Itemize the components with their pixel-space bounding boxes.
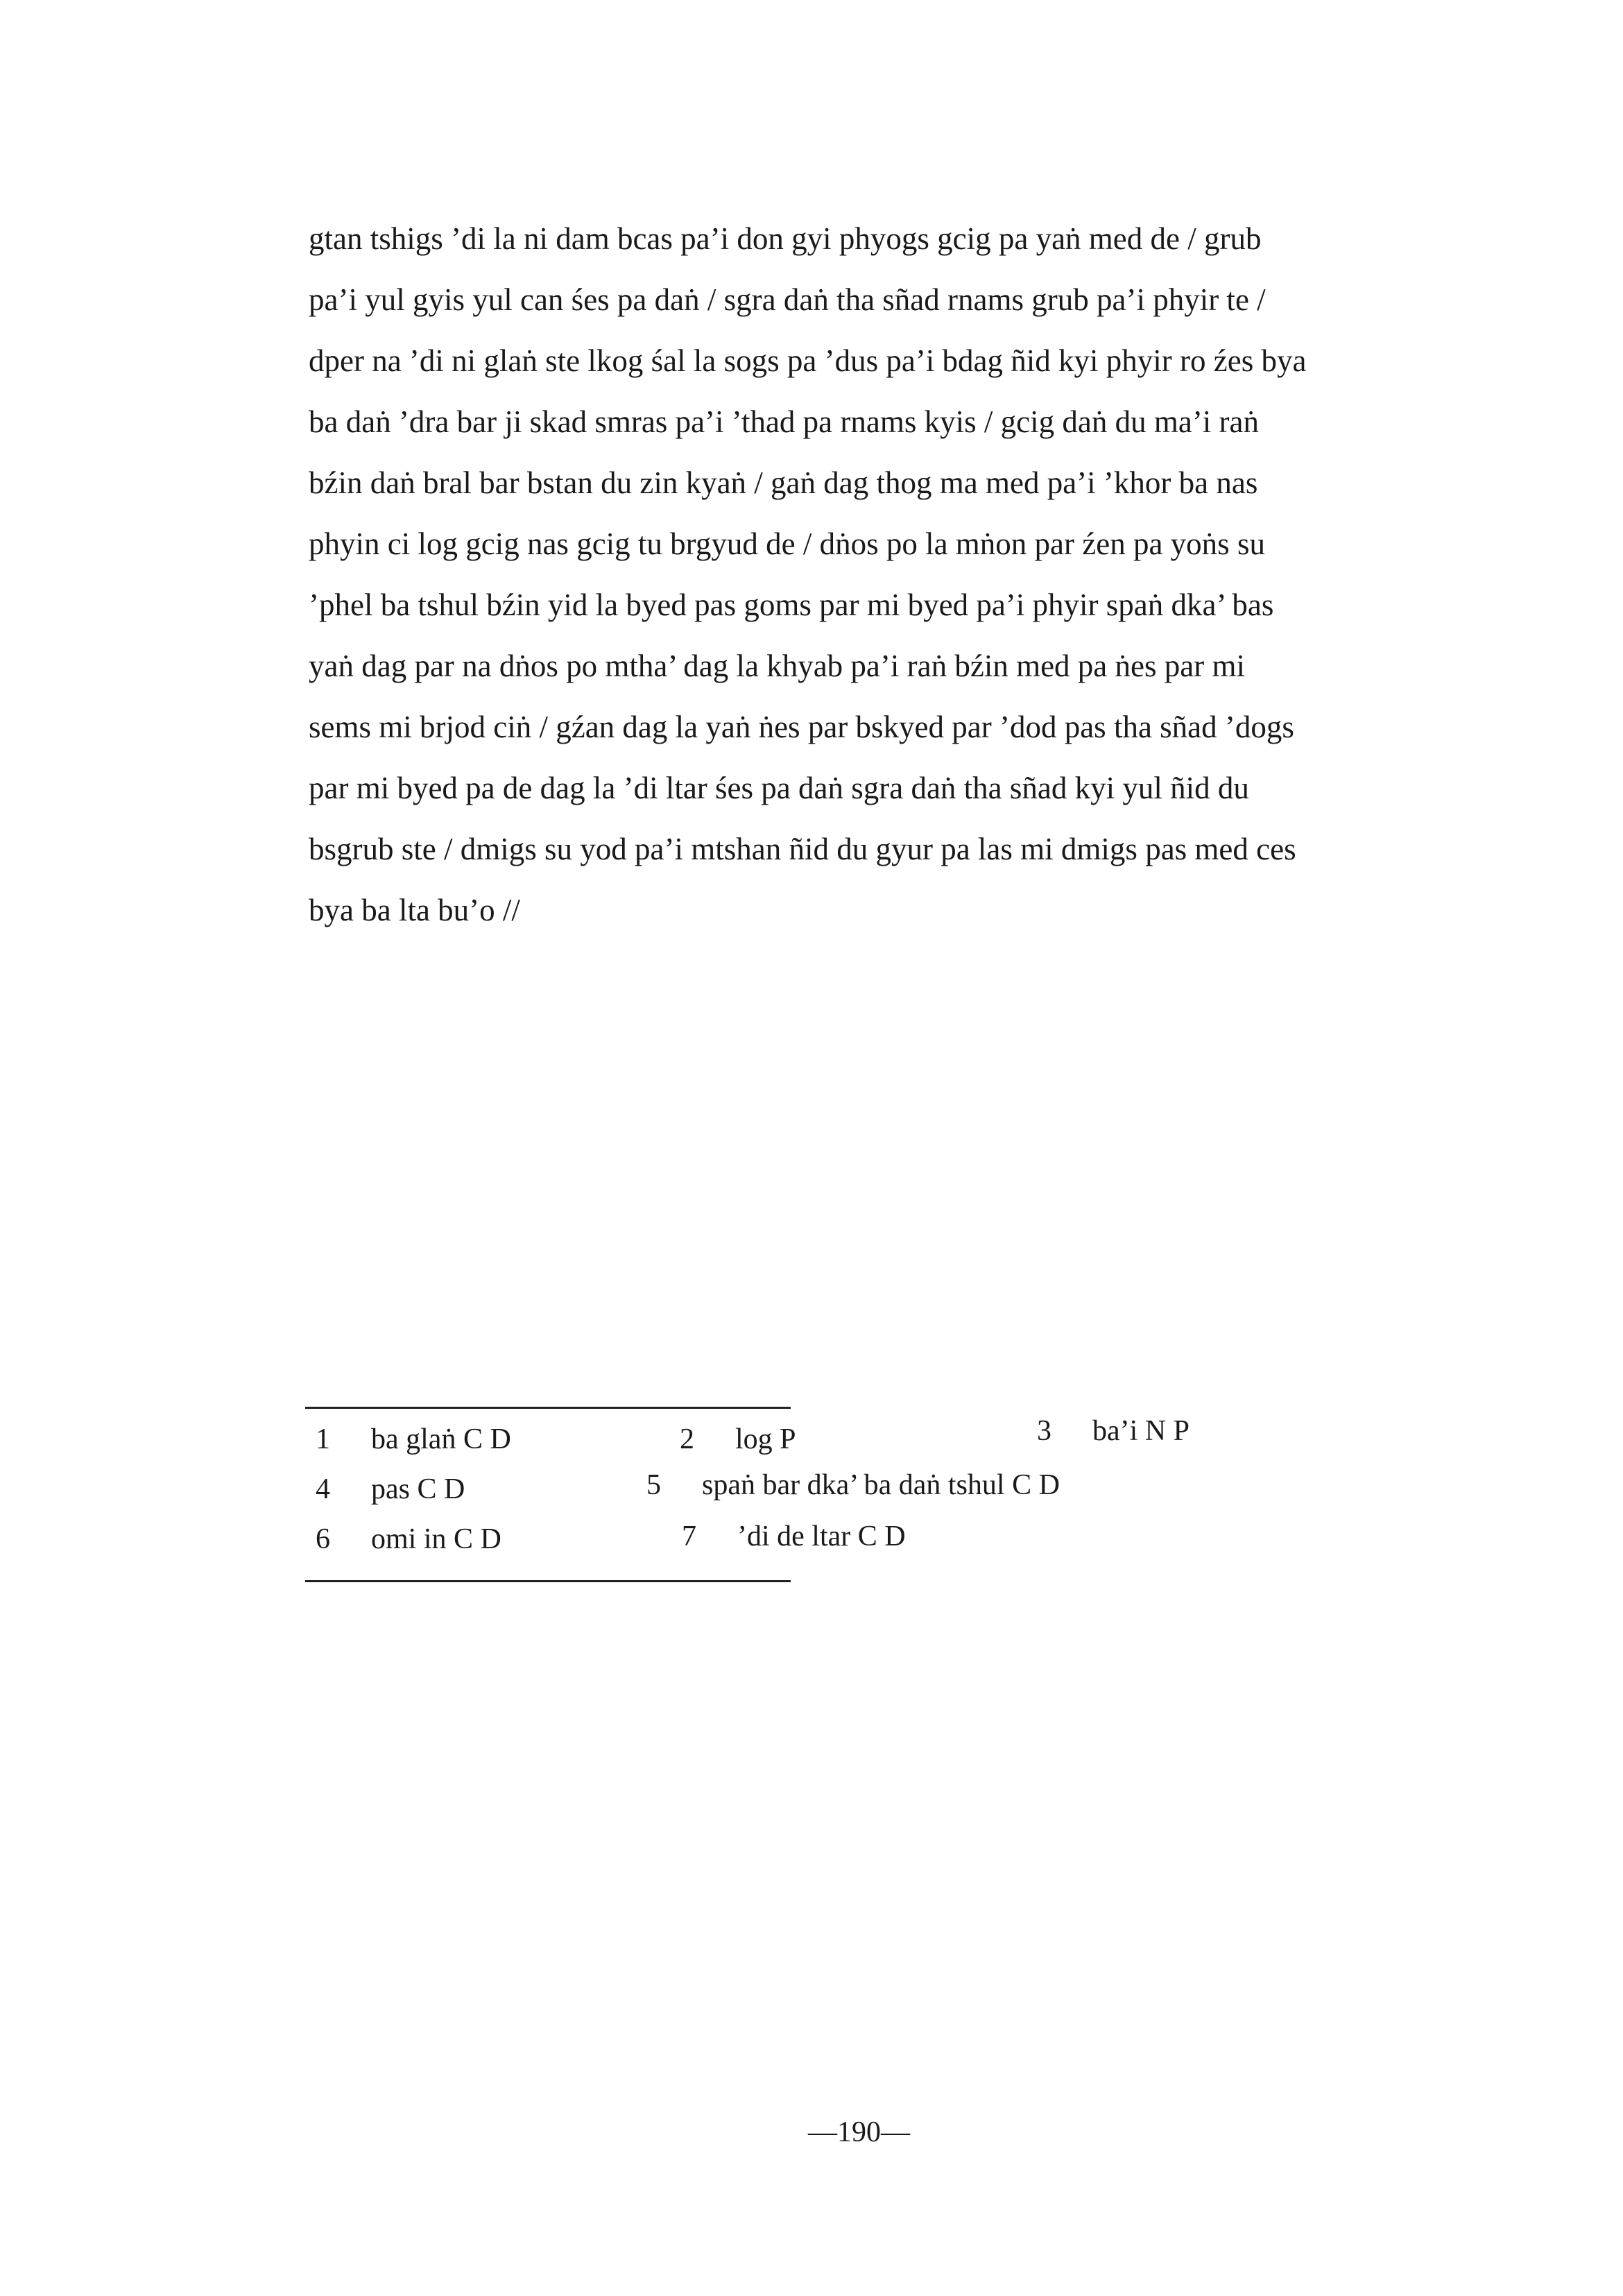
text-line: bya ba lta bu’o // xyxy=(309,893,520,927)
footnote-text: spaṅ bar dka’ ba daṅ tshul C D xyxy=(702,1469,1060,1501)
footnote-text: ba glaṅ C D xyxy=(371,1423,511,1455)
main-text-block xyxy=(309,208,1446,941)
footnote-3 xyxy=(1037,1414,1190,1448)
footnote-text: ’di de ltar C D xyxy=(737,1520,906,1552)
footnote-number: 1 xyxy=(316,1423,330,1455)
footnote-text: ba’i N P xyxy=(1092,1415,1190,1447)
text-line: bźin daṅ bral bar bstan du zin kyaṅ / gaṅ dag thog ma med pa’i ’khor ba nas xyxy=(309,465,1258,500)
page-number: —190— xyxy=(808,2116,910,2148)
footnote-text: omi in C D xyxy=(371,1523,501,1555)
footnote-1 xyxy=(316,1422,511,1457)
text-line: par mi byed pa de dag la ’di ltar śes pa daṅ sgra daṅ tha sñad kyi yul ñid du xyxy=(309,771,1249,805)
footnote-number: 5 xyxy=(646,1469,661,1501)
footnote-4 xyxy=(316,1472,465,1507)
text-line: ba daṅ ’dra bar ji skad smras pa’i ’thad pa rnams kyis / gcig daṅ du ma’i raṅ xyxy=(309,404,1260,439)
footnote-number: 4 xyxy=(316,1473,330,1505)
footnote-rule-bottom xyxy=(305,1580,791,1582)
footnote-number: 7 xyxy=(682,1520,696,1552)
footnote-6 xyxy=(316,1522,501,1557)
footnote-rule-top xyxy=(305,1407,791,1409)
text-line: bsgrub ste / dmigs su yod pa’i mtshan ñid du gyur pa las mi dmigs pas med ces xyxy=(309,832,1296,866)
text-line: gtan tshigs ’di la ni dam bcas pa’i don gyi phyogs gcig pa yaṅ med de / grub xyxy=(309,221,1262,256)
text-line: ’phel ba tshul bźin yid la byed pas goms par mi byed pa’i phyir spaṅ dka’ bas xyxy=(309,588,1274,622)
footnote-5 xyxy=(646,1468,1060,1502)
text-line: dper na ’di ni glaṅ ste lkog śal la sogs pa ’dus pa’i bdag ñid kyi phyir ro źes bya xyxy=(309,343,1307,378)
text-line: yaṅ dag par na dṅos po mtha’ dag la khyab pa’i raṅ bźin med pa ṅes par mi xyxy=(309,649,1245,683)
text-line: pa’i yul gyis yul can śes pa daṅ / sgra daṅ tha sñad rnams grub pa’i phyir te / xyxy=(309,282,1266,317)
footnote-text: pas C D xyxy=(371,1473,465,1505)
footnote-text: log P xyxy=(735,1423,796,1455)
footnote-number: 6 xyxy=(316,1523,330,1555)
footnote-2 xyxy=(680,1422,796,1457)
footnote-number: 2 xyxy=(680,1423,694,1455)
footnote-7 xyxy=(682,1519,906,1554)
text-line: sems mi brjod ciṅ / gźan dag la yaṅ ṅes par bskyed par ’dod pas tha sñad ’dogs xyxy=(309,710,1294,744)
footnote-number: 3 xyxy=(1037,1415,1051,1447)
text-line: phyin ci log gcig nas gcig tu brgyud de / dṅos po la mṅon par źen pa yoṅs su xyxy=(309,526,1265,561)
